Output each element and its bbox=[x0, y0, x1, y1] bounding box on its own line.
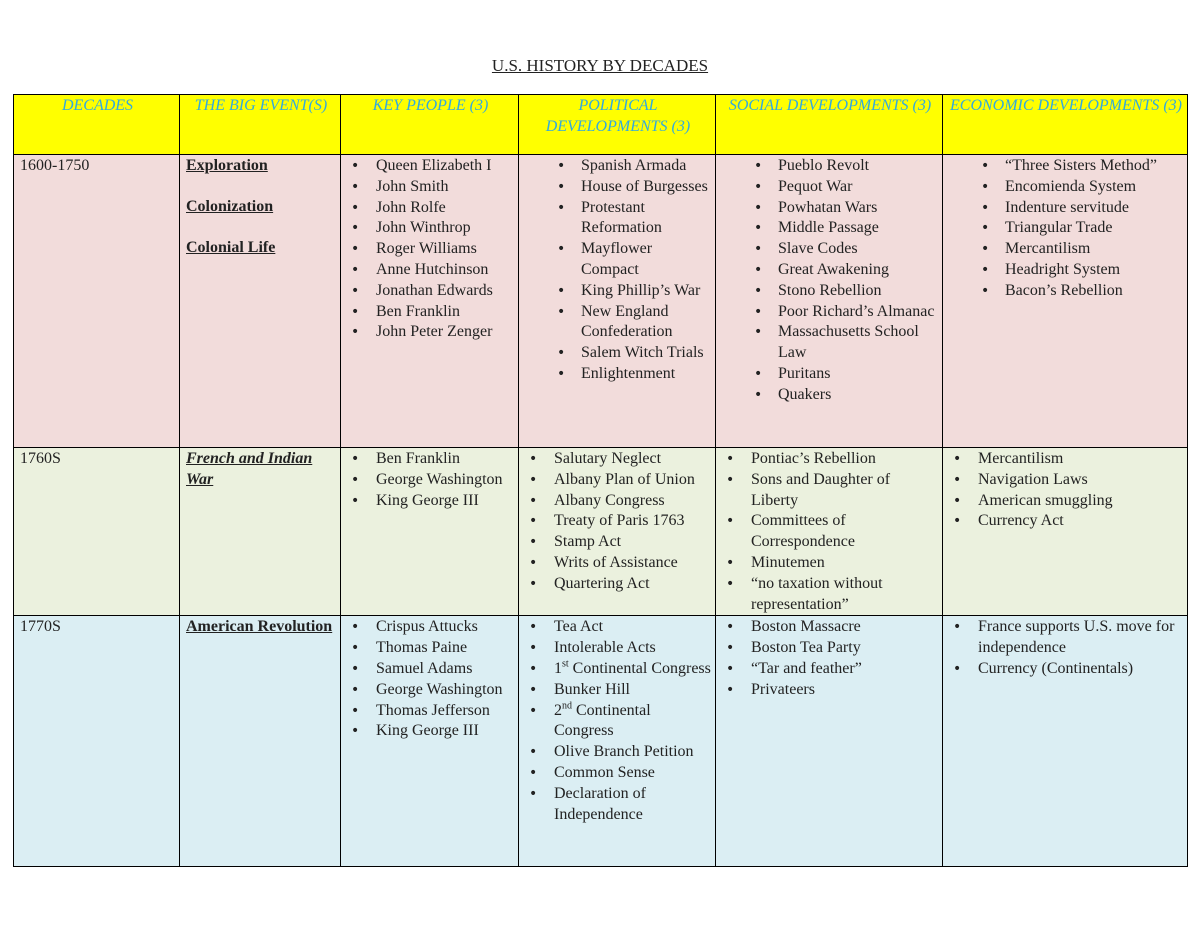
decade-cell: 1760S bbox=[14, 448, 180, 616]
list-item: • Powhatan Wars bbox=[722, 198, 938, 219]
list-item: • Salutary Neglect bbox=[525, 449, 711, 470]
list-item: • Quakers bbox=[722, 385, 938, 406]
list-item: • Boston Massacre bbox=[722, 617, 938, 638]
list-item: • Pequot War bbox=[722, 177, 938, 198]
list-item: • Currency (Continentals) bbox=[949, 659, 1183, 680]
list-item: • Treaty of Paris 1763 bbox=[525, 511, 711, 532]
list-item: • Thomas Jefferson bbox=[347, 701, 514, 722]
decade-cell: 1600-1750 bbox=[14, 155, 180, 448]
header-row bbox=[14, 95, 1188, 155]
list-item: • George Washington bbox=[347, 470, 514, 491]
item-text: Continental Congress bbox=[554, 701, 651, 740]
social-cell bbox=[716, 448, 943, 616]
list-item: • George Washington bbox=[347, 680, 514, 701]
list-item: • Mercantilism bbox=[949, 449, 1183, 470]
list-item: • Spanish Armada bbox=[525, 156, 711, 177]
list-item: • Headright System bbox=[949, 260, 1183, 281]
list-item: • King George III bbox=[347, 491, 514, 512]
list-item: • John Winthrop bbox=[347, 218, 514, 239]
list-item: • Writs of Assistance bbox=[525, 553, 711, 574]
decade-cell: 1770S bbox=[14, 616, 180, 867]
list-item: • Ben Franklin bbox=[347, 302, 514, 323]
list-item: • Indenture servitude bbox=[949, 198, 1183, 219]
list-item: • Bunker Hill bbox=[525, 680, 711, 701]
key-people-cell bbox=[341, 448, 519, 616]
list-item: • John Smith bbox=[347, 177, 514, 198]
list-item: • Ben Franklin bbox=[347, 449, 514, 470]
political-cell bbox=[519, 155, 716, 448]
list-item: • John Peter Zenger bbox=[347, 322, 514, 343]
list-item: • Albany Plan of Union bbox=[525, 470, 711, 491]
social-cell bbox=[716, 616, 943, 867]
item-text: Continental Congress bbox=[568, 659, 711, 677]
list-item: • “Three Sisters Method” bbox=[949, 156, 1183, 177]
list-item: • Massachusetts School Law bbox=[722, 322, 938, 364]
list-item: • Middle Passage bbox=[722, 218, 938, 239]
list-item: • Roger Williams bbox=[347, 239, 514, 260]
header-political: POLITICAL DEVELOPMENTS (3) bbox=[519, 95, 716, 155]
list-item: • Privateers bbox=[722, 680, 938, 701]
list-item: • Mercantilism bbox=[949, 239, 1183, 260]
list-item: • Crispus Attucks bbox=[347, 617, 514, 638]
document-title: U.S. HISTORY BY DECADES bbox=[491, 56, 709, 75]
ordinal-number: 2 bbox=[554, 701, 562, 719]
table-row bbox=[14, 616, 1188, 867]
political-cell bbox=[519, 448, 716, 616]
list-item: • Puritans bbox=[722, 364, 938, 385]
social-cell bbox=[716, 155, 943, 448]
list-item: • American smuggling bbox=[949, 491, 1183, 512]
list-item: • King George III bbox=[347, 721, 514, 742]
list-item: • France supports U.S. move for independence bbox=[949, 617, 1183, 659]
event-item: Exploration bbox=[186, 157, 268, 174]
list-item: • Poor Richard’s Almanac bbox=[722, 302, 938, 323]
header-social: SOCIAL DEVELOPMENTS (3) bbox=[716, 95, 943, 155]
big-event-cell bbox=[180, 448, 341, 616]
ordinal-suffix: nd bbox=[562, 700, 572, 712]
list-item: • John Rolfe bbox=[347, 198, 514, 219]
list-item: • Pueblo Revolt bbox=[722, 156, 938, 177]
political-cell bbox=[519, 616, 716, 867]
list-item: • Mayflower Compact bbox=[525, 239, 711, 281]
list-item bbox=[525, 659, 711, 680]
table-row bbox=[14, 448, 1188, 616]
event-item: Colonization bbox=[186, 197, 274, 215]
table-row bbox=[14, 155, 1188, 448]
list-item: • Bacon’s Rebellion bbox=[949, 281, 1183, 302]
key-people-cell bbox=[341, 155, 519, 448]
event-item: French and Indian War bbox=[186, 450, 313, 488]
list-item: • Stono Rebellion bbox=[722, 281, 938, 302]
list-item: • Intolerable Acts bbox=[525, 638, 711, 659]
list-item: • King Phillip’s War bbox=[525, 281, 711, 302]
list-item: • Samuel Adams bbox=[347, 659, 514, 680]
list-item: • Slave Codes bbox=[722, 239, 938, 260]
header-decades: DECADES bbox=[14, 95, 180, 155]
list-item: • Triangular Trade bbox=[949, 218, 1183, 239]
list-item: • Navigation Laws bbox=[949, 470, 1183, 491]
list-item: • Protestant Reformation bbox=[525, 198, 711, 240]
list-item: • Minutemen bbox=[722, 553, 938, 574]
list-item: • Queen Elizabeth I bbox=[347, 156, 514, 177]
list-item: • Currency Act bbox=[949, 511, 1183, 532]
list-item: • Common Sense bbox=[525, 763, 711, 784]
list-item: • “Tar and feather” bbox=[722, 659, 938, 680]
event-item: Colonial Life bbox=[186, 238, 276, 256]
key-people-cell bbox=[341, 616, 519, 867]
list-item: • Enlightenment bbox=[525, 364, 711, 385]
economic-cell bbox=[943, 448, 1188, 616]
list-item: • Boston Tea Party bbox=[722, 638, 938, 659]
list-item: • Stamp Act bbox=[525, 532, 711, 553]
list-item: • Thomas Paine bbox=[347, 638, 514, 659]
list-item: • Tea Act bbox=[525, 617, 711, 638]
list-item bbox=[525, 701, 711, 743]
header-big-events: THE BIG EVENT(S) bbox=[180, 95, 341, 155]
big-event-cell bbox=[180, 155, 341, 448]
list-item: • Declaration of Independence bbox=[525, 784, 711, 826]
list-item: • Quartering Act bbox=[525, 574, 711, 595]
list-item: • Jonathan Edwards bbox=[347, 281, 514, 302]
header-economic: ECONOMIC DEVELOPMENTS (3) bbox=[943, 95, 1188, 155]
list-item: • Pontiac’s Rebellion bbox=[722, 449, 938, 470]
list-item: • Salem Witch Trials bbox=[525, 343, 711, 364]
event-item: American Revolution bbox=[186, 618, 333, 636]
list-item: • New England Confederation bbox=[525, 302, 711, 344]
list-item: • Encomienda System bbox=[949, 177, 1183, 198]
list-item: • Sons and Daughter of Liberty bbox=[722, 470, 938, 512]
history-table bbox=[13, 94, 1188, 867]
big-event-cell bbox=[180, 616, 341, 867]
economic-cell bbox=[943, 155, 1188, 448]
list-item: • “no taxation without representation” bbox=[722, 574, 938, 616]
economic-cell bbox=[943, 616, 1188, 867]
list-item: • Anne Hutchinson bbox=[347, 260, 514, 281]
list-item: • Olive Branch Petition bbox=[525, 742, 711, 763]
list-item: • House of Burgesses bbox=[525, 177, 711, 198]
ordinal-number: 1 bbox=[554, 659, 562, 677]
list-item: • Great Awakening bbox=[722, 260, 938, 281]
list-item: • Albany Congress bbox=[525, 491, 711, 512]
ordinal-suffix: st bbox=[562, 658, 569, 670]
list-item: • Committees of Correspondence bbox=[722, 511, 938, 553]
header-key-people: KEY PEOPLE (3) bbox=[341, 95, 519, 155]
